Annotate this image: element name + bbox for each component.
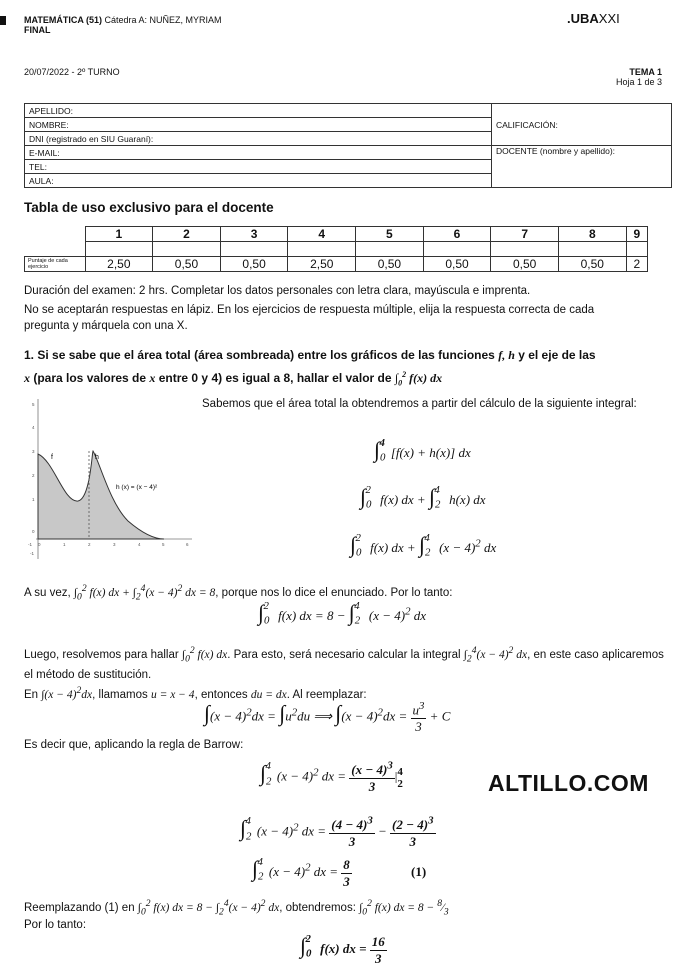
reemplazando-b: , obtendremos: xyxy=(279,901,356,914)
score-entry[interactable] xyxy=(626,242,647,257)
equation-2: $\int_0^2$ f(x) dx + $\int_2^4$ h(x) dx xyxy=(360,483,486,511)
question-text-3: entre 0 y 4) es igual a 8, hallar el valor de xyxy=(158,371,392,385)
teacher-score-table xyxy=(24,226,648,272)
col-header: 3 xyxy=(220,227,288,242)
question-1: 1. Si se sabe que el área total (área sombreada) entre los gráficos de las funciones f, h y el eje de las x (para los valores de x entre 0 y 4) es igual a 8, hallar el valor de $\int_0^2$ f(x) dx xyxy=(24,348,596,388)
score-value: 0,50 xyxy=(491,257,559,272)
y-tick: -1 xyxy=(30,551,35,556)
y-tick: 3 xyxy=(32,449,35,454)
y-tick: 5 xyxy=(32,402,35,407)
chair-name: Cátedra A: NUÑEZ, MYRIAM xyxy=(104,15,222,25)
barrow-text: Es decir que, aplicando la regla de Barrow: xyxy=(24,739,244,751)
corner-empty xyxy=(25,227,86,242)
equation-6: $\int_2^4(x - 4)^2$ dx = $\frac{(x - 4)^3}{3}$ |4 2 xyxy=(260,760,403,795)
equation-3: $\int_0^2$ f(x) dx + $\int_2^4$ $(x - 4)^2$ dx xyxy=(350,531,497,559)
score-value: 0,50 xyxy=(423,257,491,272)
equation-1: $\int_0^4[f(x) + h(x)]$ dx xyxy=(374,436,471,464)
score-value: 2 xyxy=(626,257,647,272)
shaded-region xyxy=(38,451,164,539)
reemplazando-text: Reemplazando (1) en $\int_0^2$ f(x) dx = $8 - \int_2^4(x - 4)^2$ dx, obtendremos: $\int_0^2$ f(x) dx = $8 - ^8⁄_3$ xyxy=(24,898,449,918)
f-label: f xyxy=(51,454,53,461)
score-entry[interactable] xyxy=(558,242,626,257)
col-header: 5 xyxy=(356,227,424,242)
blank-cell xyxy=(25,242,86,257)
en-d: . Al reemplazar: xyxy=(286,688,367,701)
question-text: 1. Si se sabe que el área total (área sombreada) entre los gráficos de las funciones xyxy=(24,348,495,362)
score-entry[interactable] xyxy=(220,242,288,257)
calificacion-cell[interactable]: CALIFICACIÓN: xyxy=(492,104,672,146)
score-value: 0,50 xyxy=(356,257,424,272)
col-header: 8 xyxy=(558,227,626,242)
equation-7: $\int_2^4(x - 4)^2$ dx = $\frac{(4 - 4)^3}{3}$ − $\frac{(2 - 4)^3}{3}$ xyxy=(240,815,434,850)
teacher-table-title: Tabla de uso exclusivo para el docente xyxy=(24,200,274,215)
score-entry[interactable] xyxy=(153,242,221,257)
uba-logo xyxy=(567,11,620,26)
y-tick: 1 xyxy=(32,497,35,502)
luego-c: , en este caso aplicaremos el método de sustitución. xyxy=(24,648,664,682)
equation-8: $\int_2^4(x - 4)^2$ dx = $\frac{8}{3}$ (1) xyxy=(252,855,427,889)
logo-bold: .UBA xyxy=(567,11,599,26)
x-tick: 6 xyxy=(186,542,189,547)
equation-4: $\int_0^2$ f(x) dx = $8 - \int_2^4$ $(x - 4)^2$ dx xyxy=(258,599,427,627)
field-dni[interactable]: DNI (registrado en SIU Guaraní): xyxy=(25,132,492,146)
score-entry[interactable] xyxy=(356,242,424,257)
luego-b: . Para esto, será necesario calcular la integral xyxy=(227,648,461,661)
tema-label: TEMA 1 xyxy=(629,67,662,77)
reemplazando-a: Reemplazando (1) en xyxy=(24,901,135,914)
field-tel[interactable]: TEL: xyxy=(25,160,492,174)
en-c: , entonces xyxy=(194,688,248,701)
col-header: 2 xyxy=(153,227,221,242)
col-header: 1 xyxy=(85,227,153,242)
y-tick: 2 xyxy=(32,473,35,478)
score-value: 2,50 xyxy=(85,257,153,272)
luego-a: Luego, resolvemos para hallar xyxy=(24,648,179,661)
field-apellido[interactable]: APELLIDO: xyxy=(25,104,492,118)
altillo-watermark: ALTILLO.COM xyxy=(488,770,649,796)
luego-text: Luego, resolvemos para hallar $\int_0^2$ f(x) dx. Para esto, será necesario calcular la integral $\int_2^4(x - 4)^2$ dx, en este caso aplicaremos el método de sustitución. xyxy=(24,645,664,682)
score-value: 0,50 xyxy=(220,257,288,272)
asuvez-b: , porque nos lo dice el enunciado. Por lo tanto: xyxy=(215,586,453,599)
score-entry[interactable] xyxy=(288,242,356,257)
col-header: 7 xyxy=(491,227,559,242)
exam-type: FINAL xyxy=(24,25,51,35)
field-email[interactable]: E-MAIL: xyxy=(25,146,492,160)
score-value: 2,50 xyxy=(288,257,356,272)
area-graph xyxy=(24,393,196,563)
x-tick: 4 xyxy=(138,542,141,547)
en-a: En xyxy=(24,688,39,701)
y-tick: 0 xyxy=(32,529,35,534)
docente-cell[interactable]: DOCENTE (nombre y apellido): xyxy=(492,146,672,188)
col-header: 6 xyxy=(423,227,491,242)
score-entry[interactable] xyxy=(85,242,153,257)
x-tick: -1 xyxy=(28,542,33,547)
col-header: 4 xyxy=(288,227,356,242)
course-name: MATEMÁTICA (51) xyxy=(24,15,102,25)
logo-thin: XXI xyxy=(598,11,620,26)
duration-text: Duración del examen: 2 hrs. Completar los datos personales con letra clara, mayúscula e imprenta. xyxy=(24,285,531,297)
equation-ref: (1) xyxy=(411,864,427,879)
por-lo-tanto: Por lo tanto: xyxy=(24,919,87,931)
row-label: Puntaje de cada ejercicio xyxy=(25,257,86,272)
pencil-text: No se aceptarán respuestas en lápiz. En los ejercicios de respuesta múltiple, elija la respuesta correcta de cada pregunta y márquela con una X. xyxy=(24,304,595,332)
x-tick: 5 xyxy=(162,542,165,547)
score-value: 0,50 xyxy=(153,257,221,272)
sustitucion-text: En $\int(x - 4)^2dx$, llamamos u = x − 4, entonces du = dx. Al reemplazar: xyxy=(24,685,367,701)
score-entry[interactable] xyxy=(491,242,559,257)
h-label: h xyxy=(95,454,99,461)
en-b: , llamamos xyxy=(92,688,148,701)
exam-date: 20/07/2022 - 2º TURNO xyxy=(24,67,120,77)
corner-marker xyxy=(0,16,6,25)
final-answer: $\int_0^2$ f(x) dx = $\frac{16}{3}$ xyxy=(300,932,385,966)
solution-intro: Sabemos que el área total la obtendremos a partir del cálculo de la siguiente integral: xyxy=(202,398,637,410)
asuvez-text: A su vez, $\int_0^2$ f(x) dx + $\int_2^4(x - 4)^2$ dx = 8, porque nos lo dice el enunciado. Por lo tanto: xyxy=(24,583,453,603)
equation-5: $\int(x - 4)^2dx = \int u^2du$ ⟹ $\int(x - 4)^2dx$ = $\frac{u^3}{3}$ + C xyxy=(204,700,451,735)
field-nombre[interactable]: NOMBRE: xyxy=(25,118,492,132)
course-header xyxy=(24,15,222,35)
tema-block xyxy=(616,67,662,87)
page-count: Hoja 1 de 3 xyxy=(615,77,662,87)
field-aula[interactable]: AULA: xyxy=(25,174,492,188)
h-formula: h (x) = (x − 4)² xyxy=(116,484,158,491)
x-tick: 1 xyxy=(63,542,66,547)
col-header: 9 xyxy=(626,227,647,242)
question-text-2: (para los valores de xyxy=(33,371,147,385)
score-entry[interactable] xyxy=(423,242,491,257)
y-tick: 4 xyxy=(32,425,35,430)
asuvez-a: A su vez, xyxy=(24,586,71,599)
score-value: 0,50 xyxy=(558,257,626,272)
x-tick: 3 xyxy=(113,542,116,547)
x-tick: 0 xyxy=(38,542,41,547)
student-info-table xyxy=(24,103,672,188)
x-tick: 2 xyxy=(88,542,91,547)
